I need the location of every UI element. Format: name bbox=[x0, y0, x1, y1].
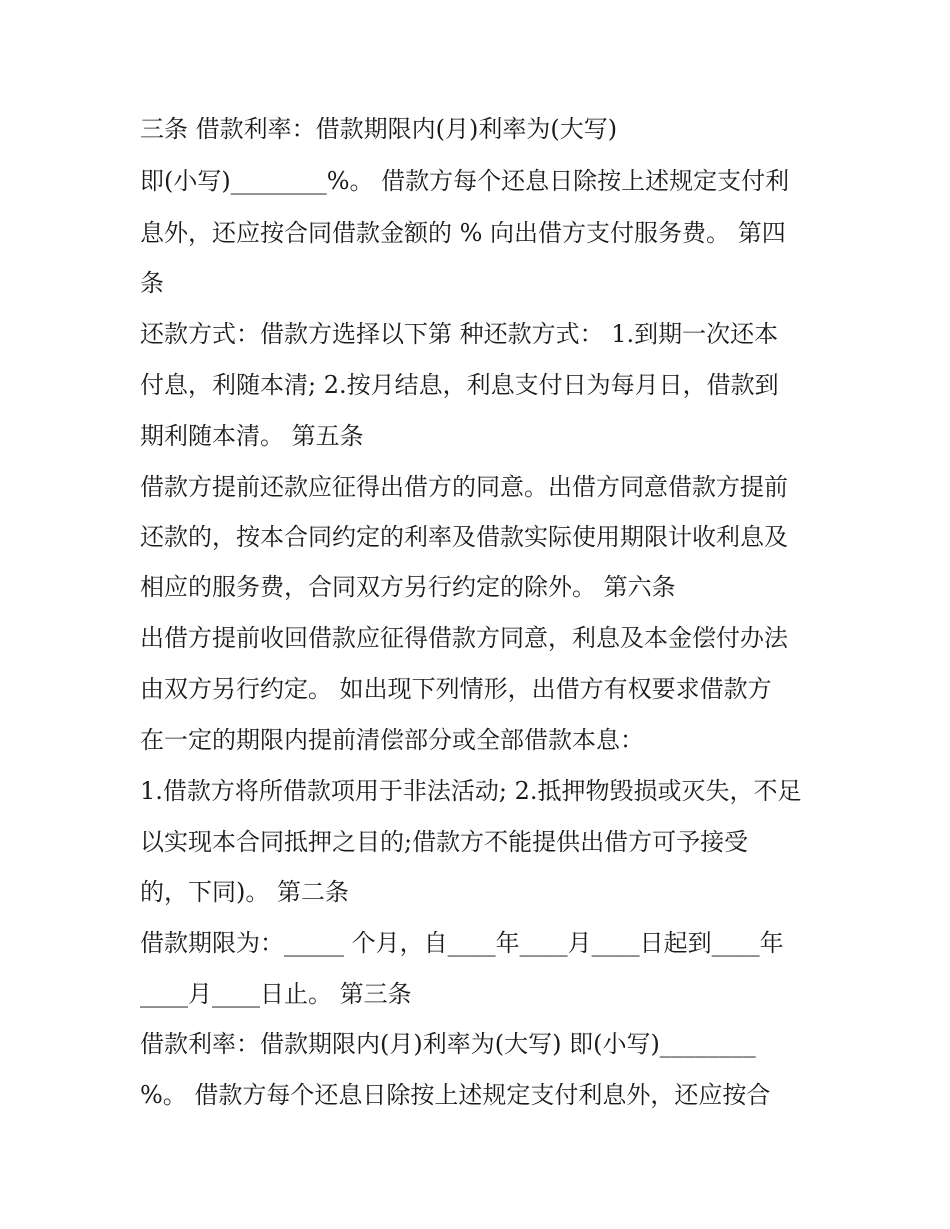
text-line: %。 借款方每个还息日除按上述规定支付利息外，还应按合 bbox=[140, 1081, 771, 1109]
text-line: 还款的，按本合同约定的利率及借款实际使用期限计收利息及 bbox=[140, 523, 788, 551]
text-line: 借款期限为：_____ 个月，自____年____月____日起到____年 bbox=[140, 929, 784, 957]
text-line: 由双方另行约定。 如出现下列情形，出借方有权要求借款方 bbox=[140, 675, 772, 703]
text-line: 借款方提前还款应征得出借方的同意。出借方同意借款方提前 bbox=[140, 473, 788, 501]
text-line: 付息，利随本清; 2.按月结息，利息支付日为每月日，借款到 bbox=[140, 371, 779, 399]
text-line: 期利随本清。 第五条 bbox=[140, 422, 364, 450]
text-line: 相应的服务费，合同双方另行约定的除外。 第六条 bbox=[140, 573, 676, 601]
text-line: 条 bbox=[140, 269, 164, 297]
text-line: ____月____日止。 第三条 bbox=[140, 980, 412, 1008]
text-line: 借款利率：借款期限内(月)利率为(大写) 即(小写)________ bbox=[140, 1030, 756, 1058]
text-line: 还款方式：借款方选择以下第 种还款方式： 1.到期一次还本 bbox=[140, 320, 779, 348]
text-line: 出借方提前收回借款应征得借款方同意，利息及本金偿付办法 bbox=[140, 624, 788, 652]
text-line: 即(小写)________%。 借款方每个还息日除按上述规定支付利 bbox=[140, 167, 790, 195]
text-line: 以实现本合同抵押之目的;借款方不能提供出借方可予接受 bbox=[140, 828, 749, 856]
text-line: 息外，还应按合同借款金额的 % 向出借方支付服务费。 第四 bbox=[140, 219, 786, 247]
text-line: 三条 借款利率：借款期限内(月)利率为(大写) bbox=[140, 115, 618, 143]
text-line: 在一定的期限内提前清偿部分或全部借款本息： bbox=[140, 726, 644, 754]
text-line: 的，下同)。 第二条 bbox=[140, 878, 349, 906]
text-line: 1.借款方将所借款项用于非法活动; 2.抵押物毁损或灭失，不足 bbox=[140, 777, 802, 805]
